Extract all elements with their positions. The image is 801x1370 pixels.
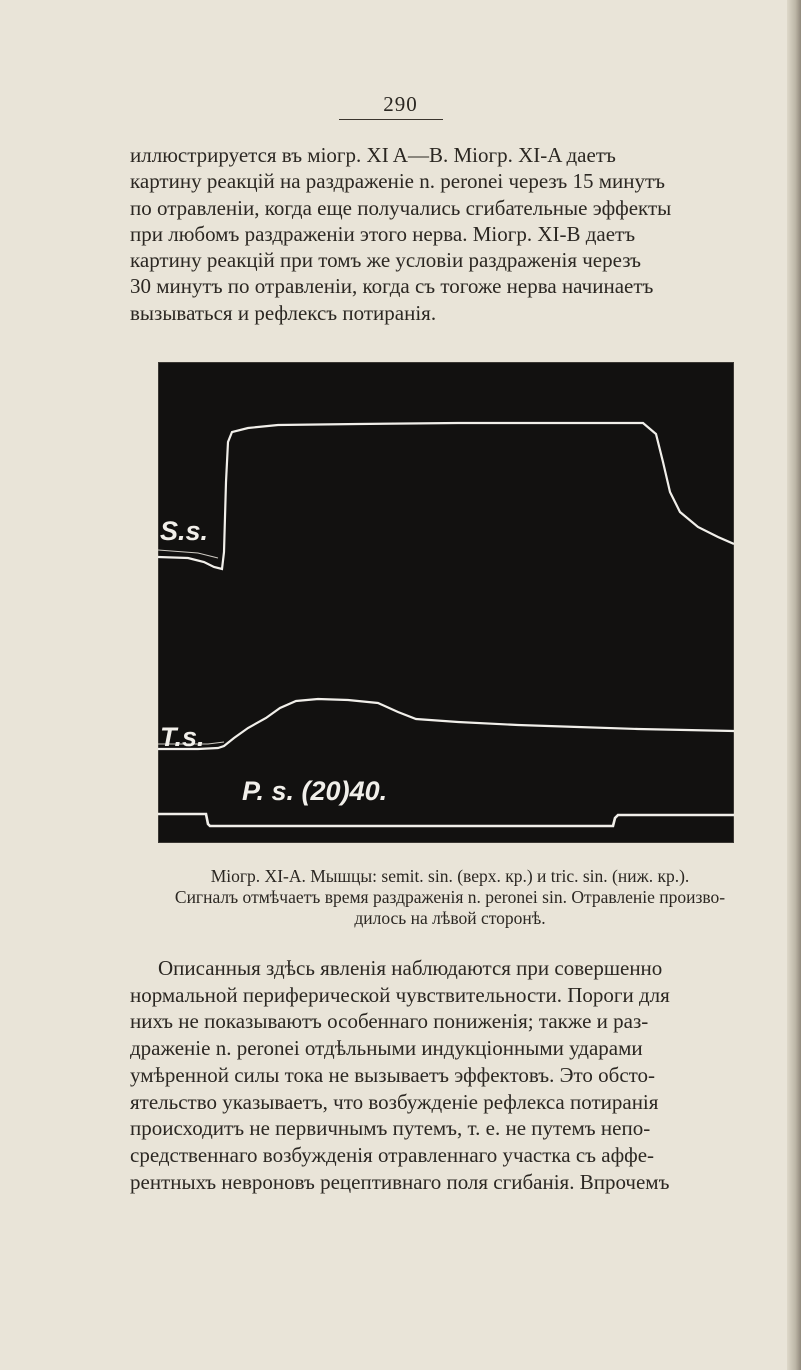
- text-line: умѣренной силы тока не вызываетъ эффектовъ. Это обсто-: [130, 1062, 656, 1087]
- caption-line: дилось на лѣвой сторонѣ.: [354, 908, 546, 928]
- text-line: 30 минутъ по отравленіи, когда съ тогоже нерва начинаетъ: [130, 274, 654, 299]
- page-edge-shadow: [787, 0, 801, 1370]
- text-line: картину реакцій при томъ же условіи раздраженія черезъ: [130, 248, 641, 273]
- text-line: при любомъ раздраженіи этого нерва. Міогр. XI-B даетъ: [130, 221, 636, 246]
- plate-background: [158, 362, 734, 843]
- text-line: вызываться и рефлексъ потиранія.: [130, 300, 437, 325]
- label-signal: P. s. (20)40.: [242, 776, 388, 806]
- caption-line: Міогр. XI-A. Мышцы: semit. sin. (верх. кр.) и tric. sin. (ниж. кр.).: [210, 866, 690, 886]
- text-line: средственнаго возбужденія отравленнаго участка съ аффе-: [130, 1142, 655, 1167]
- page-number: 290: [0, 92, 801, 120]
- text-line: рентныхъ невроновъ рецептивнаго поля сгибанія. Впрочемъ: [130, 1169, 670, 1194]
- text-line: по отравленіи, когда еще получались сгибательные эффекты: [130, 195, 672, 220]
- text-line: драженіе n. peronei отдѣльными индукціонными ударами: [130, 1036, 643, 1061]
- figure-caption: [130, 866, 770, 929]
- text-line: нормальной периферической чувствительности. Пороги для: [130, 982, 670, 1007]
- text-line: Описанныя здѣсь явленія наблюдаются при совершенно: [158, 956, 663, 980]
- text-line: ятельство указываетъ, что возбужденіе рефлекса потиранія: [130, 1089, 659, 1114]
- label-triceps: T.s.: [160, 722, 205, 752]
- text-line: иллюстрируется въ міогр. XI A—B. Міогр. XI-A даетъ: [130, 143, 616, 167]
- paragraph-top: [130, 142, 770, 326]
- text-line: нихъ не показываютъ особеннаго пониженія; также и раз-: [130, 1009, 649, 1034]
- myogram-figure: [158, 362, 734, 843]
- caption-line: Сигналъ отмѣчаетъ время раздраженія n. peronei sin. Отравленіе произво-: [174, 887, 726, 907]
- label-semitendinosus: S.s.: [160, 516, 209, 546]
- myogram-plate: [158, 362, 734, 843]
- text-line: картину реакцій на раздраженіе n. peronei черезъ 15 минутъ: [130, 169, 666, 194]
- paragraph-bottom: [130, 955, 770, 1195]
- text-line: происходитъ не первичнымъ путемъ, т. е. не путемъ непо-: [130, 1116, 651, 1141]
